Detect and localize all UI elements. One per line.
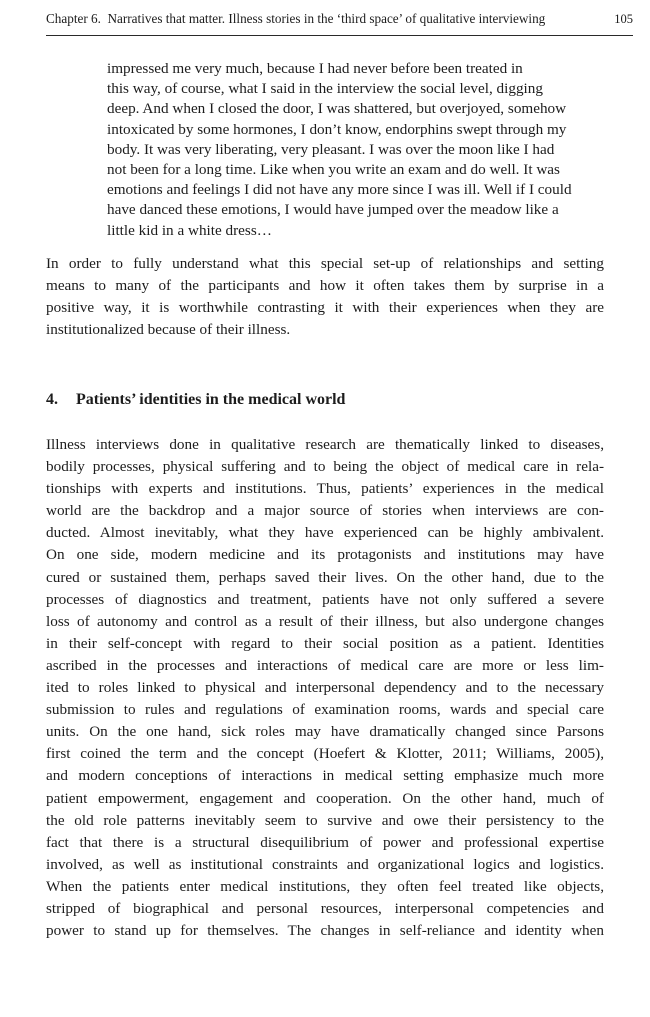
quote-line: emotions and feelings I did not have any more since I was ill. Well if I could <box>107 181 572 199</box>
section-number: 4. <box>46 391 58 408</box>
section-heading <box>46 389 345 411</box>
paragraph-line: ited to roles linked to physical and interpersonal dependency and to the necessary <box>46 679 604 697</box>
paragraph-line: power to stand up for themselves. The changes in self-reliance and identity when <box>46 922 604 940</box>
paragraph-line: ascribed in the processes and interactions of medical care are more or less lim- <box>46 656 604 674</box>
paragraph-line: cured or sustained them, perhaps saved their lives. On the other hand, due to the <box>46 568 604 586</box>
paragraph-line: in their self-concept with regard to their social position as a patient. Identities <box>46 634 604 652</box>
section-title: Patients’ identities in the medical world <box>76 391 346 408</box>
paragraph-line: and modern conceptions of interactions in medical setting emphasize much more <box>46 767 604 785</box>
body-paragraph-2 <box>46 434 604 942</box>
paragraph-line: When the patients enter medical institutions, they often feel treated like objects, <box>46 877 604 895</box>
paragraph-line: Illness interviews done in qualitative research are thematically linked to diseases, <box>46 436 604 453</box>
header-rule <box>46 35 633 36</box>
paragraph-line: involved, as well as institutional constraints and organizational logics and logistics. <box>46 855 604 873</box>
paragraph-line: world are the backdrop and a major source of stories when interviews are con- <box>46 502 604 520</box>
quote-line: this way, of course, what I said in the interview the social level, digging <box>107 80 543 98</box>
quote-line: intoxicated by some hormones, I don’t know, endorphins swept through my <box>107 120 567 138</box>
page-number: 105 <box>614 12 633 26</box>
quote-line: deep. And when I closed the door, I was shattered, but overjoyed, somehow <box>107 100 567 118</box>
block-quote <box>107 59 604 241</box>
paragraph-line: On one side, modern medicine and its protagonists and institutions may have <box>46 546 604 564</box>
quote-line: little kid in a white dress… <box>107 221 272 239</box>
quote-line: not been for a long time. Like when you write an exam and do well. It was <box>107 161 560 179</box>
paragraph-line: In order to fully understand what this special set-up of relationships and setting <box>46 255 604 272</box>
running-head <box>46 10 633 28</box>
quote-line: have danced these emotions, I would have jumped over the meadow like a <box>107 201 559 219</box>
body-paragraph-1 <box>46 253 604 341</box>
paragraph-line: institutionalized because of their illness. <box>46 321 291 339</box>
paragraph-line: stripped of biographical and personal resources, interpersonal competencies and <box>46 899 604 917</box>
paragraph-line: positive way, it is worthwhile contrasting it with their experiences when they are <box>46 299 604 317</box>
quote-line: impressed me very much, because I had never before been treated in <box>107 60 523 77</box>
paragraph-line: bodily processes, physical suffering and to being the object of medical care in rela- <box>46 458 604 476</box>
paragraph-line: loss of autonomy and control as a result of their illness, but also undergone changes <box>46 612 604 630</box>
paragraph-line: submission to rules and regulations of examination rooms, wards and special care <box>46 701 604 719</box>
paragraph-line: tionships with experts and institutions. Thus, patients’ experiences in the medical <box>46 480 604 498</box>
running-head-title: Chapter 6. Narratives that matter. Illness stories in the ‘third space’ of qualitative interviewing <box>46 11 546 26</box>
paragraph-line: fact that there is a structural disequilibrium of power and professional expertise <box>46 833 604 851</box>
paragraph-line: means to many of the participants and how it often takes them by surprise in a <box>46 277 604 295</box>
paragraph-line: ducted. Almost inevitably, what they have experienced can be highly ambivalent. <box>46 524 604 542</box>
paragraph-line: processes of diagnostics and treatment, patients have not only suffered a severe <box>46 590 604 608</box>
paragraph-line: the old role patterns inevitably seem to survive and owe their persistency to the <box>46 811 604 829</box>
quote-line: body. It was very liberating, very pleasant. I was over the moon like I had <box>107 140 555 158</box>
paragraph-line: first coined the term and the concept (Hoefert & Klotter, 2011; Williams, 2005), <box>46 745 604 763</box>
paragraph-line: units. On the one hand, sick roles may have dramatically changed since Parsons <box>46 723 604 741</box>
paragraph-line: patient empowerment, engagement and cooperation. On the other hand, much of <box>46 789 604 807</box>
